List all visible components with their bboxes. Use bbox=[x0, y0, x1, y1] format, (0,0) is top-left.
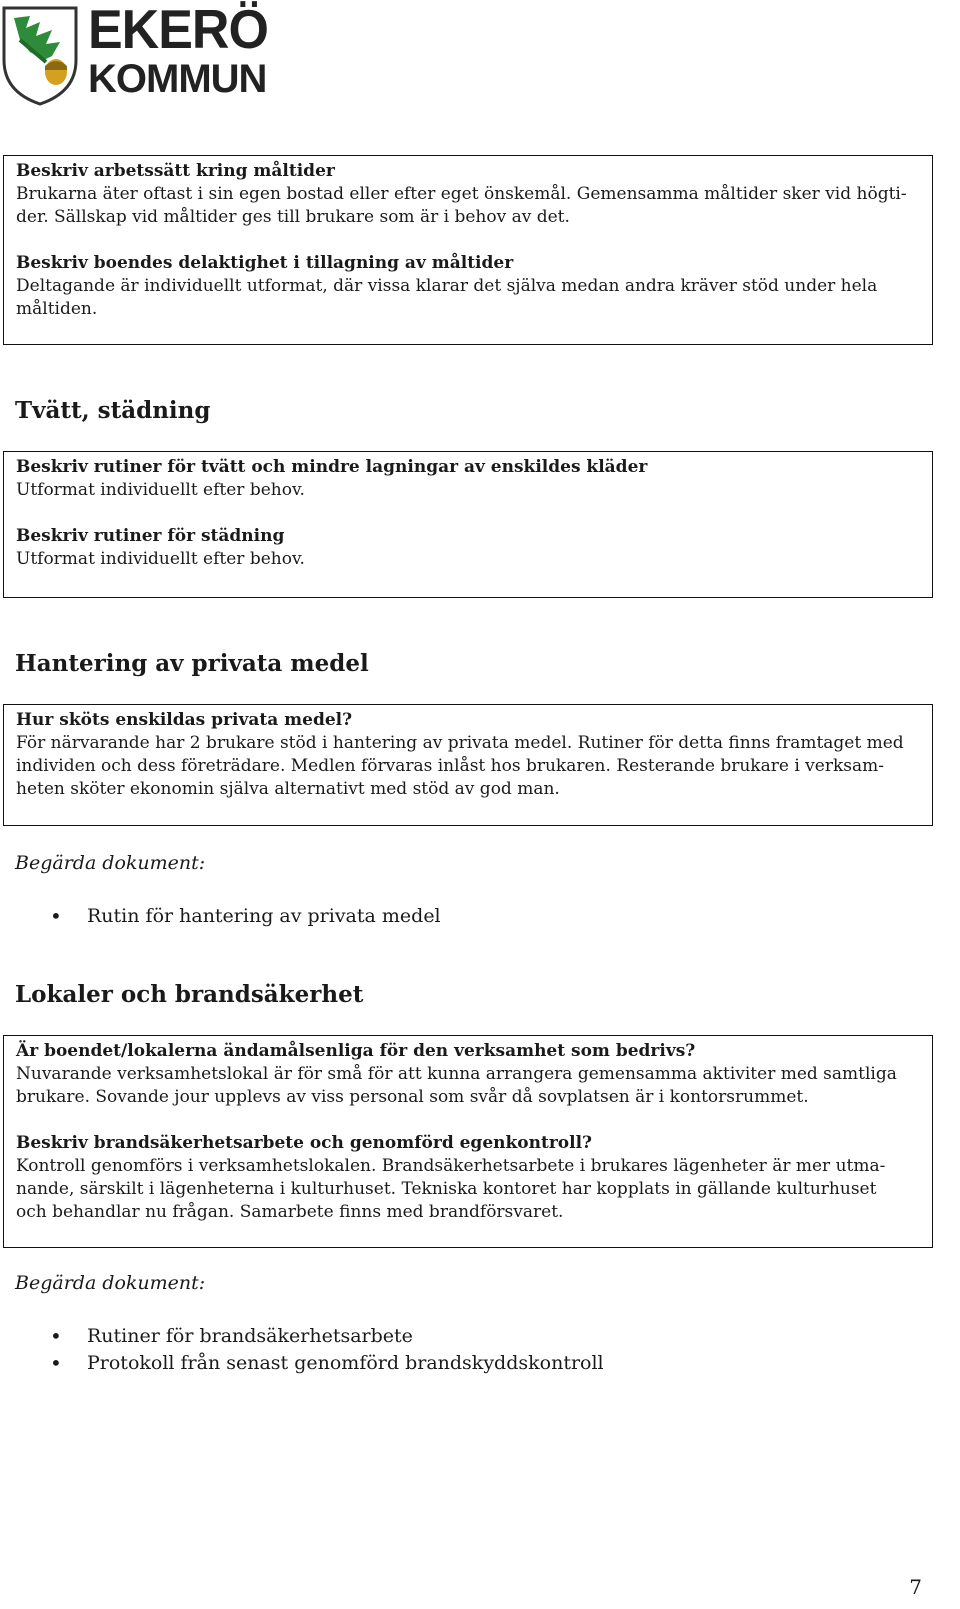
answer-line: individen och dess företrädare. Medlen förvaras inlåst hos brukaren. Resterande brukare i verksam- bbox=[16, 756, 884, 776]
answer-line: Kontroll genomförs i verksamhetslokalen. Brandsäkerhetsarbete i brukares lägenheter är mer utma- bbox=[16, 1156, 886, 1176]
list-item: • Protokoll från senast genomförd brandskyddskontroll bbox=[50, 1350, 604, 1377]
answer-line: heten sköter ekonomin själva alternativt med stöd av god man. bbox=[16, 779, 560, 799]
answer-line: der. Sällskap vid måltider ges till brukare som är i behov av det. bbox=[16, 207, 570, 227]
question-resident-participation: Beskriv boendes delaktighet i tillagning av måltider bbox=[16, 253, 514, 273]
requested-documents-label: Begärda dokument: bbox=[15, 1272, 206, 1294]
answer-line: nande, särskilt i lägenheterna i kulturhuset. Tekniska kontoret har kopplats in gällande kulturhuset bbox=[16, 1179, 877, 1199]
question-fire-safety: Beskriv brandsäkerhetsarbete och genomförd egenkontroll? bbox=[16, 1133, 592, 1153]
section-heading-laundry-cleaning: Tvätt, städning bbox=[15, 397, 211, 424]
answer-line: och behandlar nu frågan. Samarbete finns med brandförsvaret. bbox=[16, 1202, 564, 1222]
laundry-answer-box bbox=[3, 451, 933, 598]
answer-line: brukare. Sovande jour upplevs av viss personal som svår då sovplatsen är i kontorsrummet. bbox=[16, 1087, 809, 1107]
section-heading-premises-fire-safety: Lokaler och brandsäkerhet bbox=[15, 981, 364, 1008]
logo-text-kommun: KOMMUN bbox=[88, 57, 267, 101]
section-heading-private-funds: Hantering av privata medel bbox=[15, 650, 369, 677]
page-number: 7 bbox=[909, 1575, 922, 1599]
question-private-funds: Hur sköts enskildas privata medel? bbox=[16, 710, 353, 730]
requested-documents-list bbox=[50, 903, 441, 930]
premises-answer-box bbox=[3, 1035, 933, 1248]
answer-line: Utformat individuellt efter behov. bbox=[16, 480, 305, 500]
answer-line: måltiden. bbox=[16, 299, 98, 319]
answer-line: Deltagande är individuellt utformat, där vissa klarar det själva medan andra kräver stöd under hela bbox=[16, 276, 878, 296]
list-item: • Rutin för hantering av privata medel bbox=[50, 903, 441, 930]
requested-documents-label: Begärda dokument: bbox=[15, 852, 206, 874]
question-premises-suitable: Är boendet/lokalerna ändamålsenliga för den verksamhet som bedrivs? bbox=[16, 1041, 696, 1061]
answer-line: För närvarande har 2 brukare stöd i hantering av privata medel. Rutiner för detta finns framtaget med bbox=[16, 733, 904, 753]
private-funds-answer-box bbox=[3, 704, 933, 826]
answer-line: Utformat individuellt efter behov. bbox=[16, 549, 305, 569]
ekero-kommun-logo bbox=[0, 0, 290, 112]
logo-text-ekero: EKERÖ bbox=[88, 0, 268, 61]
list-item: • Rutiner för brandsäkerhetsarbete bbox=[50, 1323, 604, 1350]
meals-answer-box bbox=[3, 155, 933, 345]
answer-line: Brukarna äter oftast i sin egen bostad eller efter eget önskemål. Gemensamma måltider sker vid högti- bbox=[16, 184, 907, 204]
question-cleaning-routines: Beskriv rutiner för städning bbox=[16, 526, 285, 546]
requested-documents-list bbox=[50, 1323, 604, 1377]
question-laundry-routines: Beskriv rutiner för tvätt och mindre lagningar av enskildes kläder bbox=[16, 457, 648, 477]
answer-line: Nuvarande verksamhetslokal är för små för att kunna arrangera gemensamma aktiviter med samtliga bbox=[16, 1064, 897, 1084]
question-meal-routines: Beskriv arbetssätt kring måltider bbox=[16, 161, 335, 181]
municipal-shield-icon bbox=[0, 0, 80, 106]
